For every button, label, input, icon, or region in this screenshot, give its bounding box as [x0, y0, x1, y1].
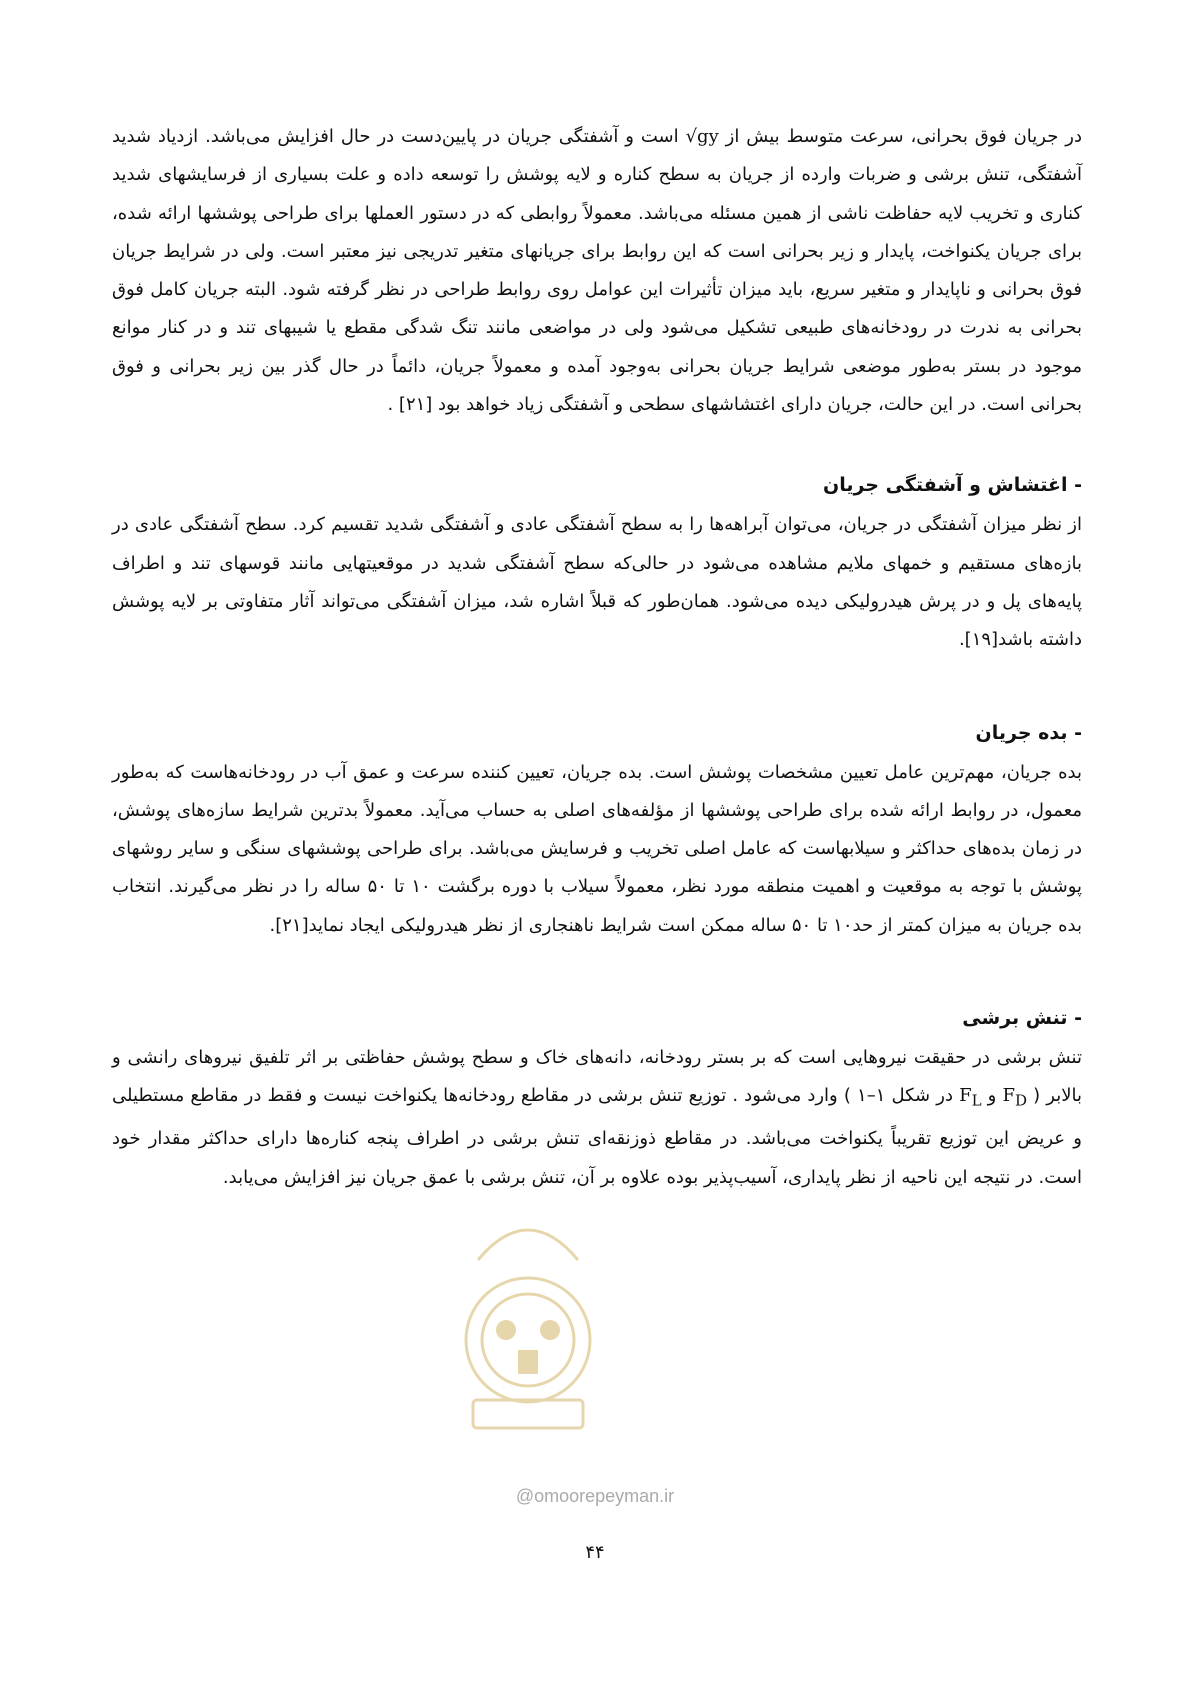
section-body-shear-stress: [112, 1039, 1082, 1197]
shear-text-start: تنش برشی در حقیقت نیروهایی است که بر بستر رودخانه، دانه‌های خاک و سطح پوشش حفاظتی بر اثر تلفیق نیروهای رانشی و بالابر (: [112, 1047, 1082, 1107]
intro-paragraph: [112, 118, 1082, 424]
section-heading-turbulence: - اغتشاش و آشفتگی جریان: [823, 474, 1082, 497]
section-heading-shear-stress: - تنش برشی: [962, 1007, 1082, 1030]
section-discharge: [112, 718, 1082, 945]
section-shear-stress: [112, 1003, 1082, 1197]
shear-text-end: در شکل ۱–۱ ) وارد می‌شود . توزیع تنش برشی در مقاطع رودخانه‌ها یکنواخت نیست و فقط در مقاطع مستطیلی و عریض این توزیع تقریباً یکنواخت می‌باشد. در مقاطع ذوزنقه‌ای تنش برشی در اطراف پنجه کناره‌ها دارای حداکثر مقدار خود است. در نتیجه این ناحیه از نظر پایداری، آسیب‌پذیر بوده علاوه بر آن، تنش برشی با عمق جریان نیز افزایش می‌یابد.: [112, 1085, 1082, 1188]
document-body: [112, 118, 1082, 1197]
intro-text-start: در جریان فوق بحرانی، سرعت متوسط بیش از: [718, 126, 1082, 147]
fd-symbol: $F_D$: [1002, 1085, 1028, 1110]
section-turbulence: [112, 470, 1082, 659]
sqrt-gy-formula: √gy: [685, 126, 719, 147]
fl-symbol: $F_L$: [959, 1085, 982, 1110]
watermark-seal: [448, 1190, 608, 1440]
page-number: ۴۴: [585, 1542, 605, 1563]
section-heading-discharge: - بده جریان: [975, 721, 1082, 744]
section-body-turbulence: از نظر میزان آشفتگی در جریان، می‌توان آبراهه‌ها را به سطح آشفتگی عادی و آشفتگی شدید تقسیم کرد. سطح آشفتگی عادی در بازه‌های مستقیم و خمهای ملایم مشاهده می‌شود در حالی‌که سطح آشفتگی شدید در موقعیتهایی مانند قوسهای تند و اطراف پایه‌های پل و در پرش هیدرولیکی دیده می‌شود. همان‌طور که قبلاً اشاره شد، میزان آشفتگی می‌تواند آثار متفاوتی بر لایه پوشش داشته باشد[۱۹].: [112, 514, 1082, 651]
intro-text-end: است و آشفتگی جریان در پایین‌دست در حال افزایش می‌باشد. ازدیاد شدید آشفتگی، تنش برشی و ضربات وارده از جریان به سطح کناره و لایه پوشش را توسعه داده و علت بسیاری از فرسایشهای شدید کناری و تخریب لایه حفاظت ناشی از همین مسئله می‌باشد. معمولاً روابطی که در دستور العملها برای طراحی پوششها ارائه شده، برای جریان یکنواخت، پایدار و زیر بحرانی است که این روابط برای جریانهای متغیر تدریجی نیز معتبر است. ولی در شرایط جریان فوق بحرانی و ناپایدار و متغیر سریع، باید میزان تأثیرات این عوامل روی روابط طراحی در نظر گرفته شود. البته جریان کامل فوق بحرانی به ندرت در رودخانه‌های طبیعی تشکیل می‌شود ولی در مواضعی مانند تنگ شدگی مقطع یا شیبهای تند و در کنار موانع موجود در بستر به‌طور موضعی شرایط جریان بحرانی به‌وجود آمده و معمولاً جریان، دائماً در حال گذر بین زیر بحرانی و فوق بحرانی است. در این حالت، جریان دارای اغتشاشهای سطحی و آشفتگی زیاد خواهد بود [۲۱] .: [112, 126, 1082, 416]
watermark-site: @omoorepeyman.ir: [515, 1486, 675, 1506]
shear-text-and: و: [981, 1085, 1003, 1107]
section-body-discharge: بده جریان، مهم‌ترین عامل تعیین مشخصات پوشش است. بده جریان، تعیین کننده سرعت و عمق آب در رودخانه‌هاست که به‌طور معمول، در روابط ارائه شده برای طراحی پوششها از مؤلفه‌های اصلی به حساب می‌آید. معمولاً بدترین شرایط سازه‌های پوشش، در زمان بده‌های حداکثر و سیلابهاست که عامل اصلی تخریب و فرسایش می‌باشد. برای طراحی پوششهای سنگی و سایر روشهای پوشش با توجه به موقعیت و اهمیت منطقه مورد نظر، معمولاً سیلاب با دوره برگشت ۱۰ تا ۵۰ ساله را در نظر می‌گیرند. انتخاب بده جریان به میزان کمتر از حد۱۰ تا ۵۰ ساله ممکن است شرایط ناهنجاری از نظر هیدرولیکی ایجاد نماید[۲۱].: [112, 761, 1083, 936]
